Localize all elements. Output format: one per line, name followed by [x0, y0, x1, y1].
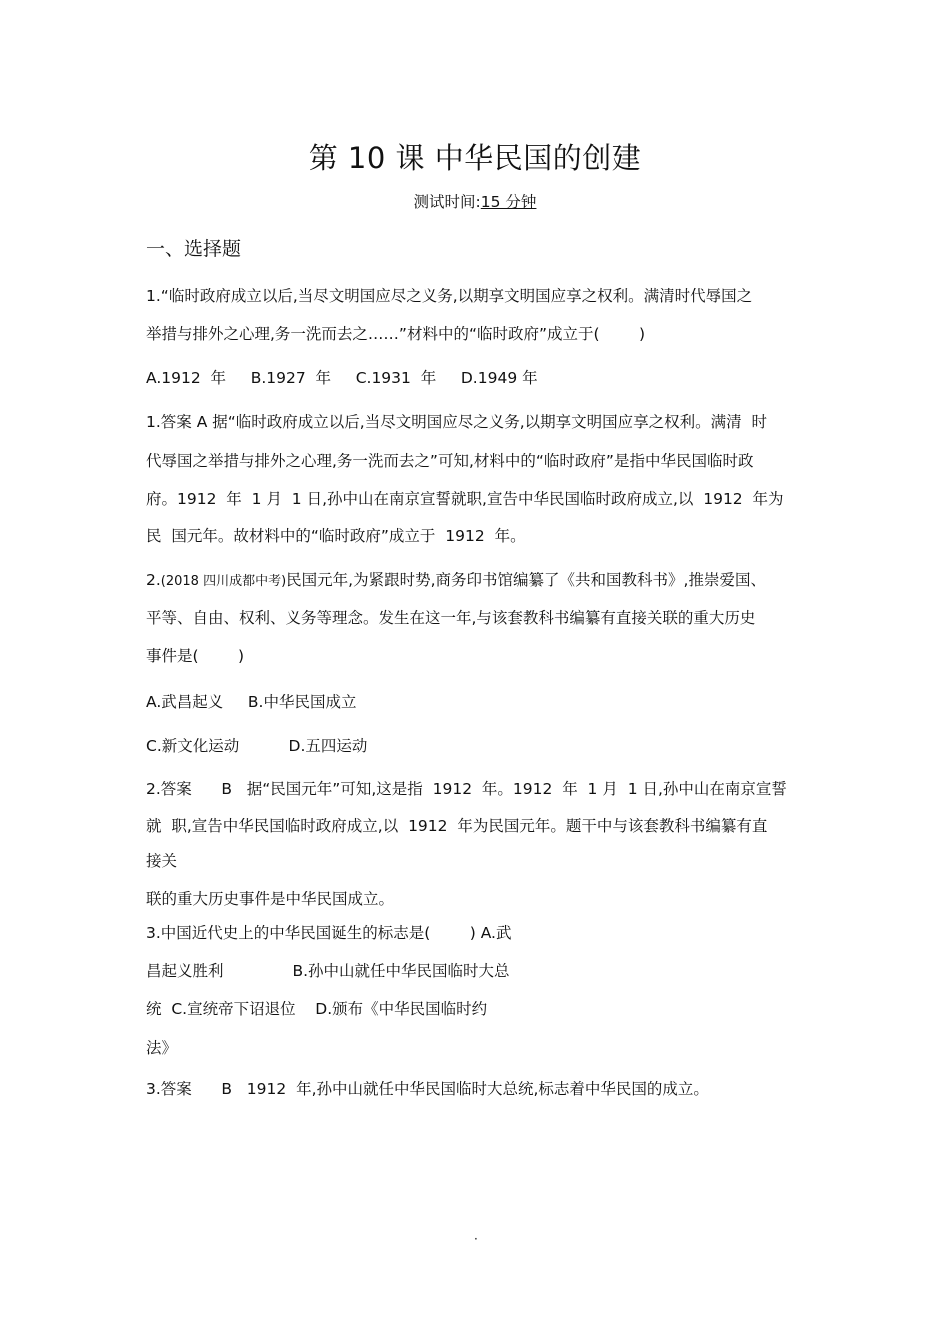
answer-2-line-3: 接关 — [146, 852, 178, 870]
test-time-value: 15 分钟 — [480, 193, 537, 211]
question-2-options-1: A.武昌起义 B.中华民国成立 — [146, 693, 357, 711]
question-2-line-1-text: 民国元年,为紧跟时势,商务印书馆编纂了《共和国教科书》,推崇爱国、 — [286, 571, 766, 589]
test-time — [0, 191, 950, 213]
question-2-line-3: 事件是( ) — [146, 647, 245, 665]
question-2-line-1 — [146, 569, 766, 593]
question-2-line-2: 平等、自由、权利、义务等理念。发生在这一年,与该套教科书编纂有直接关联的重大历史 — [146, 609, 756, 627]
answer-1-line-1: 1.答案 A 据“临时政府成立以后,当尽文明国应尽之义务,以期享文明国应享之权利。满清 时 — [146, 413, 767, 431]
question-1-options: A.1912 年 B.1927 年 C.1931 年 D.1949 年 — [146, 369, 538, 387]
question-3-line-2: 昌起义胜利 B.孙中山就任中华民国临时大总 — [146, 962, 510, 980]
test-time-label: 测试时间: — [413, 193, 481, 211]
question-1-line-1: 1.“临时政府成立以后,当尽文明国应尽之义务,以期享文明国应享之权利。满清时代辱国之 — [146, 287, 753, 305]
question-2-number: 2. — [146, 571, 161, 589]
question-3-line-3: 统 C.宣统帝下诏退位 D.颁布《中华民国临时约 — [146, 1000, 488, 1018]
answer-1-line-4: 民 国元年。故材料中的“临时政府”成立于 1912 年。 — [146, 527, 526, 545]
page-title: 第 10 课 中华民国的创建 — [308, 141, 642, 175]
answer-2-line-2: 就 职,宣告中华民国临时政府成立,以 1912 年为民国元年。题干中与该套教科书编纂有直 — [146, 817, 768, 835]
question-2-source: (2018 四川成都中考) — [160, 574, 287, 589]
answer-2-line-4: 联的重大历史事件是中华民国成立。 — [146, 890, 395, 908]
question-3-line-1: 3.中国近代史上的中华民国诞生的标志是( ) A.武 — [146, 924, 512, 942]
section-heading: 一、选择题 — [146, 238, 242, 260]
page-footer-mark: · — [474, 1232, 478, 1246]
question-1-line-2: 举措与排外之心理,务一洗而去之……”材料中的“临时政府”成立于( ) — [146, 325, 646, 343]
answer-2-line-1: 2.答案 B 据“民国元年”可知,这是指 1912 年。1912 年 1 月 1 日,孙中山在南京宣誓 — [146, 780, 787, 798]
answer-1-line-3: 府。1912 年 1 月 1 日,孙中山在南京宣誓就职,宣告中华民国临时政府成立,以 1912 年为 — [146, 490, 784, 508]
question-3-line-4: 法》 — [146, 1039, 178, 1057]
question-2-options-2: C.新文化运动 D.五四运动 — [146, 737, 368, 755]
answer-1-line-2: 代辱国之举措与排外之心理,务一洗而去之”可知,材料中的“临时政府”是指中华民国临时政 — [146, 452, 754, 470]
answer-3-line-1: 3.答案 B 1912 年,孙中山就任中华民国临时大总统,标志着中华民国的成立。 — [146, 1080, 709, 1098]
